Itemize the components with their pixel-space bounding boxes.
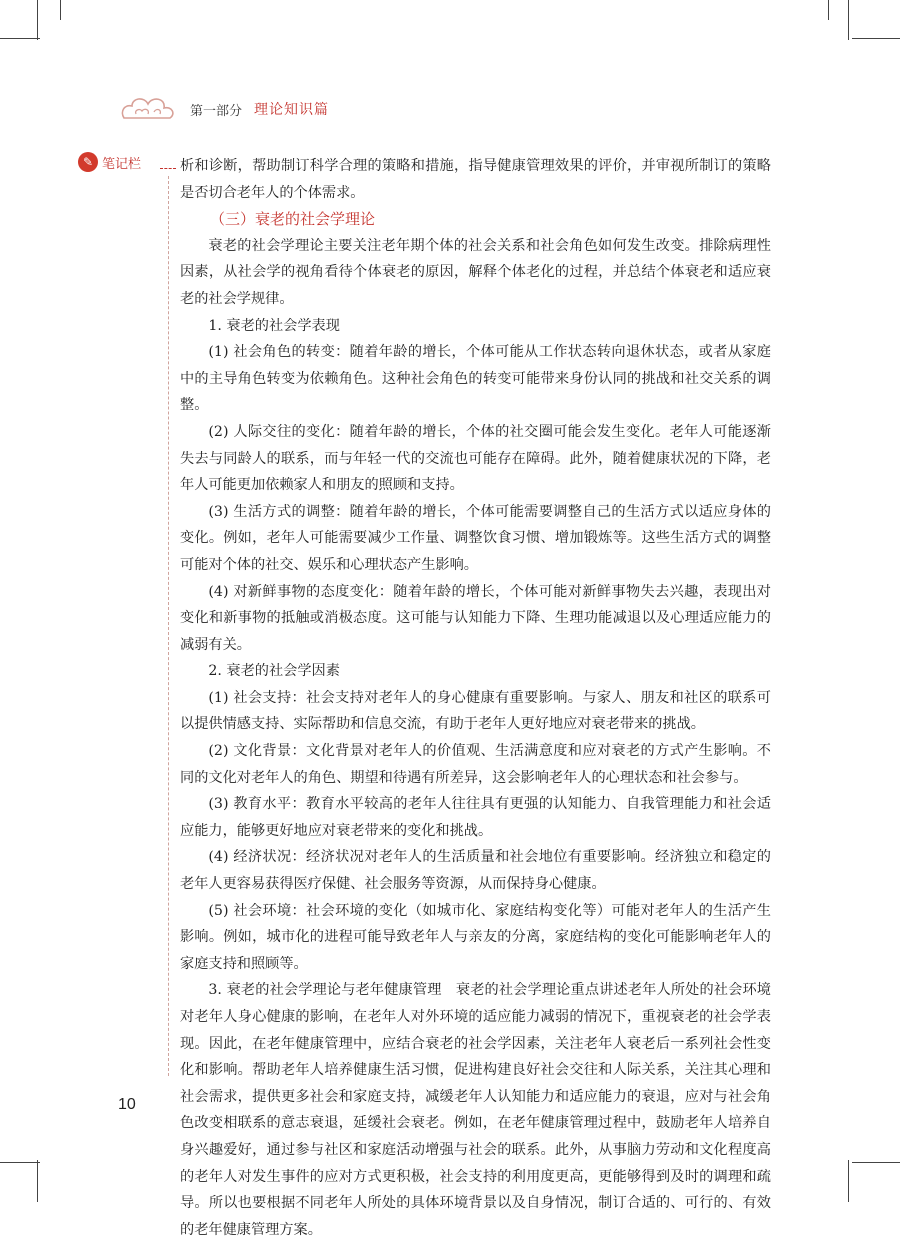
header-part-label: 第一部分 xyxy=(190,103,243,119)
notes-divider xyxy=(160,168,176,169)
crop-mark xyxy=(0,38,40,39)
body-text xyxy=(180,153,771,1243)
notes-margin-line xyxy=(168,176,169,1076)
list-item: (4) 对新鲜事物的态度变化：随着年龄的增长，个体可能对新鲜事物失去兴趣，表现出对变化和新事物的抵触或消极态度。这可能与认知能力下降、生理功能减退以及心理适应能力的减弱有关。 xyxy=(180,583,771,653)
list-item: (3) 生活方式的调整：随着年龄的增长，个体可能需要调整自己的生活方式以适应身体的变化。例如，老年人可能需要减少工作量、调整饮食习惯、增加锻炼等。这些生活方式的调整可能对个体的社交、娱乐和心理状态产生影响。 xyxy=(180,503,771,573)
list-item: (3) 教育水平：教育水平较高的老年人往往具有更强的认知能力、自我管理能力和社会适应能力，能够更好地应对衰老带来的变化和挑战。 xyxy=(180,796,771,839)
crop-mark xyxy=(828,0,829,20)
section-intro-paragraph: 衰老的社会学理论主要关注老年期个体的社会关系和社会角色如何发生改变。排除病理性因素，从社会学的视角看待个体衰老的原因，解释个体老化的过程，并总结个体衰老和适应衰老的社会学规律。 xyxy=(180,237,771,307)
crop-mark xyxy=(848,1160,849,1202)
list-item: (2) 文化背景：文化背景对老年人的价值观、生活满意度和应对衰老的方式产生影响。不同的文化对老年人的角色、期望和待遇有所差异，这会影响老年人的心理状态和社会参与。 xyxy=(180,743,771,786)
subsection-paragraph: 3. 衰老的社会学理论与老年健康管理 衰老的社会学理论重点讲述老年人所处的社会环境对老年人身心健康的影响，在老年人对外环境的适应能力减弱的情况下，重视衰老的社会学表现。因此，在老年健康管理中，应结合衰老的社会学因素，关注老年人衰老后一系列社会性变化和影响。帮助老年人培养健康生活习惯，促进构建良好社会交往和人际关系，关注其心理和社会需求，提供更多社会和家庭支持，减缓老年人认知能力和适应能力的衰退，应对与社会角色改变相联系的意志衰退，延缓社会衰老。例如，在老年健康管理过程中，鼓励老年人培养自身兴趣爱好，通过参与社区和家庭活动增强与社会的联系。此外，从事脑力劳动和文化程度高的老年人对发生事件的应对方式更积极，社会支持的利用度更高，更能够得到及时的调理和疏导。所以也要根据不同老年人所处的具体环境背景以及自身情况，制订合适的、可行的、有效的老年健康管理方案。 xyxy=(180,982,771,1238)
crop-mark xyxy=(60,0,61,20)
crop-mark xyxy=(0,1162,40,1163)
header-title: 理论知识篇 xyxy=(254,102,330,118)
list-item: (1) 社会角色的转变：随着年龄的增长，个体可能从工作状态转向退休状态，或者从家庭中的主导角色转变为依赖角色。这种社会角色的转变可能带来身份认同的挑战和社交关系的调整。 xyxy=(180,344,771,414)
page-number: 10 xyxy=(118,1096,136,1113)
subsection-title: 1. 衰老的社会学表现 xyxy=(208,317,340,334)
notes-column-label xyxy=(78,152,141,172)
notes-label: 笔记栏 xyxy=(102,156,142,172)
list-item: (5) 社会环境：社会环境的变化（如城市化、家庭结构变化等）可能对老年人的生活产生影响。例如，城市化的进程可能导致老年人与亲友的分离，家庭结构的变化可能影响老年人的家庭支持和照顾等。 xyxy=(180,902,771,972)
crop-mark xyxy=(852,38,900,39)
list-item: (2) 人际交往的变化：随着年龄的增长，个体的社交圈可能会发生变化。老年人可能逐渐失去与同龄人的联系，而与年轻一代的交流也可能存在障碍。此外，随着健康状况的下降，老年人可能更加依赖家人和朋友的照顾和支持。 xyxy=(180,423,771,494)
intro-paragraph: 析和诊断，帮助制订科学合理的策略和措施，指导健康管理效果的评价，并审视所制订的策略是否切合老年人的个体需求。 xyxy=(180,158,771,201)
crop-mark xyxy=(37,0,38,40)
cloud-ornament-icon xyxy=(118,92,178,126)
list-item: (1) 社会支持：社会支持对老年人的身心健康有重要影响。与家人、朋友和社区的联系可以提供情感支持、实际帮助和信息交流，有助于老年人更好地应对衰老带来的挑战。 xyxy=(180,689,771,733)
running-header xyxy=(118,94,329,124)
crop-mark xyxy=(37,1160,38,1202)
list-item: (4) 经济状况：经济状况对老年人的生活质量和社会地位有重要影响。经济独立和稳定的老年人更容易获得医疗保健、社会服务等资源，从而保持身心健康。 xyxy=(180,849,771,893)
section-heading: （三）衰老的社会学理论 xyxy=(210,210,376,229)
pen-icon: ✎ xyxy=(78,152,98,172)
crop-mark xyxy=(848,0,849,40)
subsection-title: 2. 衰老的社会学因素 xyxy=(208,663,340,680)
crop-mark xyxy=(852,1162,900,1163)
